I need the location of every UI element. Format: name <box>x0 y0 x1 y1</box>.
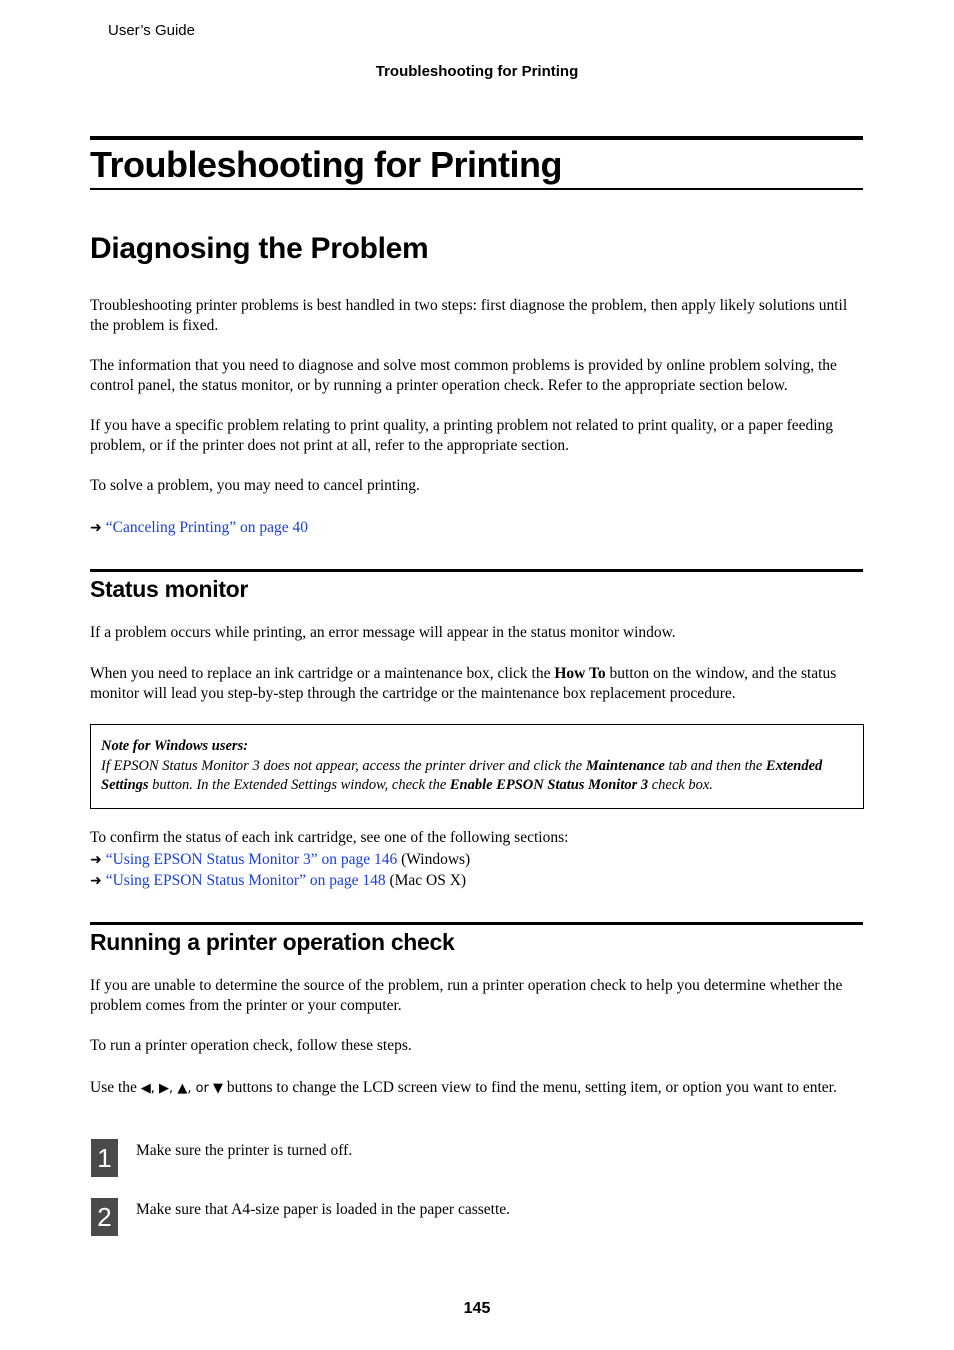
link-status-monitor-3[interactable]: “Using EPSON Status Monitor 3” on page 146 <box>105 851 398 868</box>
subsection-heading <box>90 922 863 965</box>
paragraph: To confirm the status of each ink cartridge, see one of the following sections: <box>90 829 569 846</box>
arrow-buttons-icon: ◀, ▶, ▲, or ▼ <box>140 1081 224 1096</box>
cross-reference <box>90 518 863 539</box>
subsection-heading <box>90 569 863 612</box>
link-status-monitor-mac[interactable]: “Using EPSON Status Monitor” on page 148 <box>105 872 386 889</box>
right-arrow-icon: ➜ <box>90 521 102 536</box>
cross-reference: ➜ “Using EPSON Status Monitor” on page 148 (Mac OS X) <box>90 872 467 889</box>
page-number: 145 <box>463 1300 491 1317</box>
section-title: Diagnosing the Problem <box>90 232 429 265</box>
note-box <box>90 724 864 809</box>
step-number-2: 2 <box>91 1198 118 1236</box>
paragraph: To run a printer operation check, follow these steps. <box>90 1037 412 1054</box>
subsection-title: Status monitor <box>90 576 249 602</box>
right-arrow-icon: ➜ <box>90 874 102 889</box>
right-arrow-icon: ➜ <box>90 853 102 868</box>
chapter-title: Troubleshooting for Printing <box>90 144 562 185</box>
paragraph: If a problem occurs while printing, an error message will appear in the status monitor window. <box>90 624 676 641</box>
paragraph: If you are unable to determine the source of the problem, run a printer operation check to help you determine whether the problem comes from the printer or your computer. <box>90 977 843 1014</box>
paragraph: Troubleshooting printer problems is best handled in two steps: first diagnose the problem, then apply likely solutions until the problem is fixed. <box>90 297 848 334</box>
note-body: If EPSON Status Monitor 3 does not appear, access the printer driver and click the Maintenance tab and then the Extended Settings button. In the Extended Settings window, check the Enable EPSON Status Monitor 3 check box. <box>101 757 823 793</box>
paragraph: When you need to replace an ink cartridge or a maintenance box, click the How To button on the window, and the status monitor will lead you step-by-step through the cartridge or the maintenance box replacement procedure. <box>90 665 837 702</box>
guide-title: User’s Guide <box>108 22 195 39</box>
cross-reference: ➜ “Using EPSON Status Monitor 3” on page 146 (Windows) <box>90 851 471 868</box>
paragraph: To solve a problem, you may need to cancel printing. <box>90 477 420 494</box>
step-text-2: Make sure that A4-size paper is loaded in the paper cassette. <box>136 1201 511 1218</box>
how-to-label: How To <box>554 665 606 682</box>
paragraph: If you have a specific problem relating to print quality, a printing problem not related to print quality, or a paper feeding problem, or if the printer does not print at all, refer to the appropriate section. <box>90 417 834 454</box>
chapter-heading <box>90 136 863 190</box>
note-heading: Note for Windows users: <box>101 738 249 754</box>
running-header: Troubleshooting for Printing <box>375 63 579 80</box>
paragraph: The information that you need to diagnose and solve most common problems is provided by online problem solving, the control panel, the status monitor, or by running a printer operation check. Refer to the appropriate section below. <box>90 357 837 394</box>
paragraph: Use the ◀, ▶, ▲, or ▼ buttons to change the LCD screen view to find the menu, setting item, or option you want to enter. <box>90 1079 837 1096</box>
step-number-1: 1 <box>91 1139 118 1177</box>
link-canceling-printing[interactable]: “Canceling Printing” on page 40 <box>105 519 309 536</box>
step-text-1: Make sure the printer is turned off. <box>136 1142 353 1159</box>
subsection-title: Running a printer operation check <box>90 929 455 955</box>
